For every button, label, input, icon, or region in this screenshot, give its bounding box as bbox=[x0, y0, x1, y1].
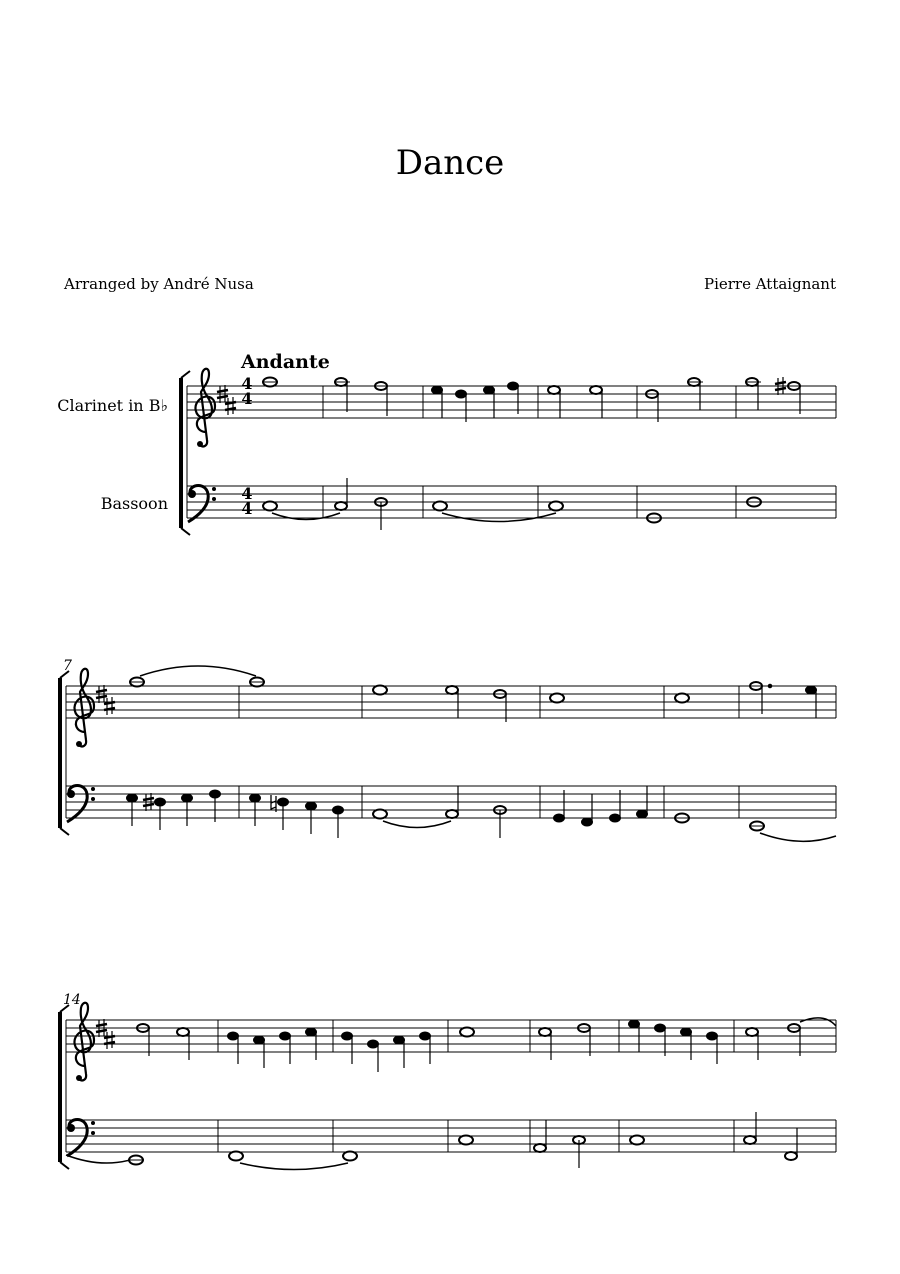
bassoon-label: Bassoon bbox=[100, 494, 168, 513]
bassoon-time-signature bbox=[241, 486, 253, 516]
time-sig-beat-type: 4 bbox=[241, 389, 253, 408]
composer-credit: Pierre Attaignant bbox=[703, 275, 836, 293]
tempo-marking: Andante bbox=[241, 351, 330, 373]
time-sig-beats: 4 bbox=[241, 374, 253, 393]
time-sig-beats: 4 bbox=[241, 484, 253, 503]
measure-number-7: 7 bbox=[63, 658, 72, 674]
measure-number-14: 14 bbox=[63, 992, 81, 1008]
arranger-credit: Arranged by André Nusa bbox=[64, 275, 254, 293]
score-title: Dance bbox=[395, 143, 505, 183]
time-sig-beat-type: 4 bbox=[241, 499, 253, 518]
clarinet-label: Clarinet in B♭ bbox=[57, 396, 168, 415]
clarinet-time-signature bbox=[241, 376, 253, 406]
